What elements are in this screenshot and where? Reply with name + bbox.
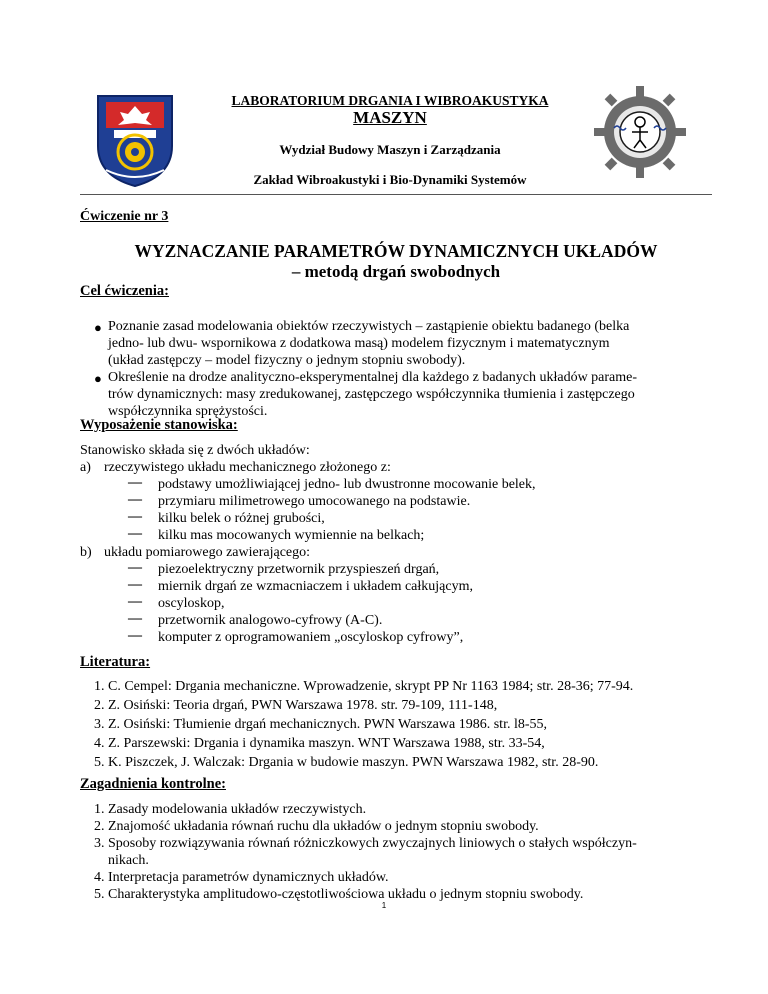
equipment-intro: Stanowisko składa się z dwóch układów: [80, 443, 310, 458]
lab-title-line1: LABORATORIUM DRGANIA I WIBROAKUSTYKA [231, 93, 549, 108]
faculty-name: Wydział Budowy Maszyn i Zarządzania [279, 142, 501, 157]
equipment-a-item: kilku belek o różnej grubości, [158, 511, 325, 526]
faculty-crest-logo [92, 92, 178, 188]
vibroacoustics-gear-logo [592, 80, 688, 184]
equipment-heading: Wyposażenie stanowiska: [80, 417, 238, 433]
goal-bullet2-line2: trów dynamicznych: masy zredukowanej, zastępczego współczynnika tłumienia i zastępczego [108, 387, 635, 402]
equipment-a-marker: a) [80, 460, 91, 475]
equipment-a-item: przymiaru milimetrowego umocowanego na podstawie. [158, 494, 471, 509]
equipment-a-text: rzeczywistego układu mechanicznego złożonego z: [104, 460, 391, 475]
question-item-continuation: nikach. [108, 853, 149, 868]
dash-icon: — [128, 611, 142, 626]
equipment-a-item: podstawy umożliwiającej jedno- lub dwustronne mocowanie belek, [158, 477, 536, 492]
dash-icon: — [128, 594, 142, 609]
equipment-a-item: kilku mas mocowanych wymiennie na belkach; [158, 528, 425, 543]
literature-item: 1. C. Cempel: Drgania mechaniczne. Wprowadzenie, skrypt PP Nr 1163 1984; str. 28-36; 77-94. [94, 679, 634, 694]
exercise-number: Ćwiczenie nr 3 [80, 209, 169, 224]
equipment-b-item: miernik drgań ze wzmacniaczem i układem całkującym, [158, 579, 473, 594]
dash-icon: — [128, 560, 142, 575]
dash-icon: — [128, 509, 142, 524]
document-title: WYZNACZANIE PARAMETRÓW DYNAMICZNYCH UKŁADÓW [134, 241, 658, 261]
equipment-b-item: przetwornik analogowo-cyfrowy (A-C). [158, 613, 383, 628]
dash-icon: — [128, 628, 142, 643]
question-item: 4. Interpretacja parametrów dynamicznych układów. [94, 870, 389, 885]
literature-item: 2. Z. Osiński: Teoria drgań, PWN Warszawa 1978. str. 79-109, 111-148, [94, 698, 498, 713]
goal-bullet2-line3: współczynnika sprężystości. [108, 404, 268, 419]
goal-heading: Cel ćwiczenia: [80, 283, 169, 299]
dash-icon: — [128, 526, 142, 541]
literature-item: 5. K. Piszczek, J. Walczak: Drgania w budowie maszyn. PWN Warszawa 1982, str. 28-90. [94, 755, 599, 770]
question-item: 3. Sposoby rozwiązywania równań różniczkowych zwyczajnych liniowych o stałych współczyn- [94, 836, 637, 851]
question-item: 1. Zasady modelowania układów rzeczywistych. [94, 802, 367, 817]
equipment-b-item: komputer z oprogramowaniem „oscyloskop cyfrowy”, [158, 630, 464, 645]
questions-heading: Zagadnienia kontrolne: [80, 776, 226, 792]
header-divider [80, 194, 712, 195]
equipment-b-item: piezoelektryczny przetwornik przyspieszeń drgań, [158, 562, 440, 577]
question-item: 2. Znajomość układania równań ruchu dla układów o jednym stopniu swobody. [94, 819, 539, 834]
dash-icon: — [128, 577, 142, 592]
literature-item: 3. Z. Osiński: Tłumienie drgań mechanicznych. PWN Warszawa 1986. str. l8-55, [94, 717, 548, 732]
goal-bullet1-line3: (układ zastępczy – model fizyczny o jednym stopniu swobody). [108, 353, 466, 368]
document-subtitle: – metodą drgań swobodnych [291, 262, 501, 281]
literature-item: 4. Z. Parszewski: Drgania i dynamika maszyn. WNT Warszawa 1988, str. 33-54, [94, 736, 545, 751]
goal-bullet2-line1: Określenie na drodze analityczno-eksperymentalnej dla każdego z badanych układów parame- [108, 370, 638, 385]
literature-heading: Literatura: [80, 654, 151, 670]
dash-icon: — [128, 475, 142, 490]
dash-icon: — [128, 492, 142, 507]
bullet-icon: ● [94, 320, 102, 335]
equipment-b-item: oscyloskop, [158, 596, 225, 611]
department-name: Zakład Wibroakustyki i Bio-Dynamiki Systemów [253, 172, 527, 187]
question-item: 5. Charakterystyka amplitudowo-częstotliwościowa układu o jednym stopniu swobody. [94, 887, 584, 902]
goal-bullet1-line1: Poznanie zasad modelowania obiektów rzeczywistych – zastąpienie obiektu badanego (belka [108, 319, 630, 334]
bullet-icon: ● [94, 371, 102, 386]
equipment-b-text: układu pomiarowego zawierającego: [104, 545, 311, 560]
equipment-b-marker: b) [80, 545, 92, 560]
page-number: 1 [381, 901, 387, 910]
goal-bullet1-line2: jedno- lub dwu- wspornikowa z dodatkowa masą) modelem fizycznym i matematycznym [108, 336, 610, 351]
lab-title-line2: MASZYN [353, 108, 427, 127]
